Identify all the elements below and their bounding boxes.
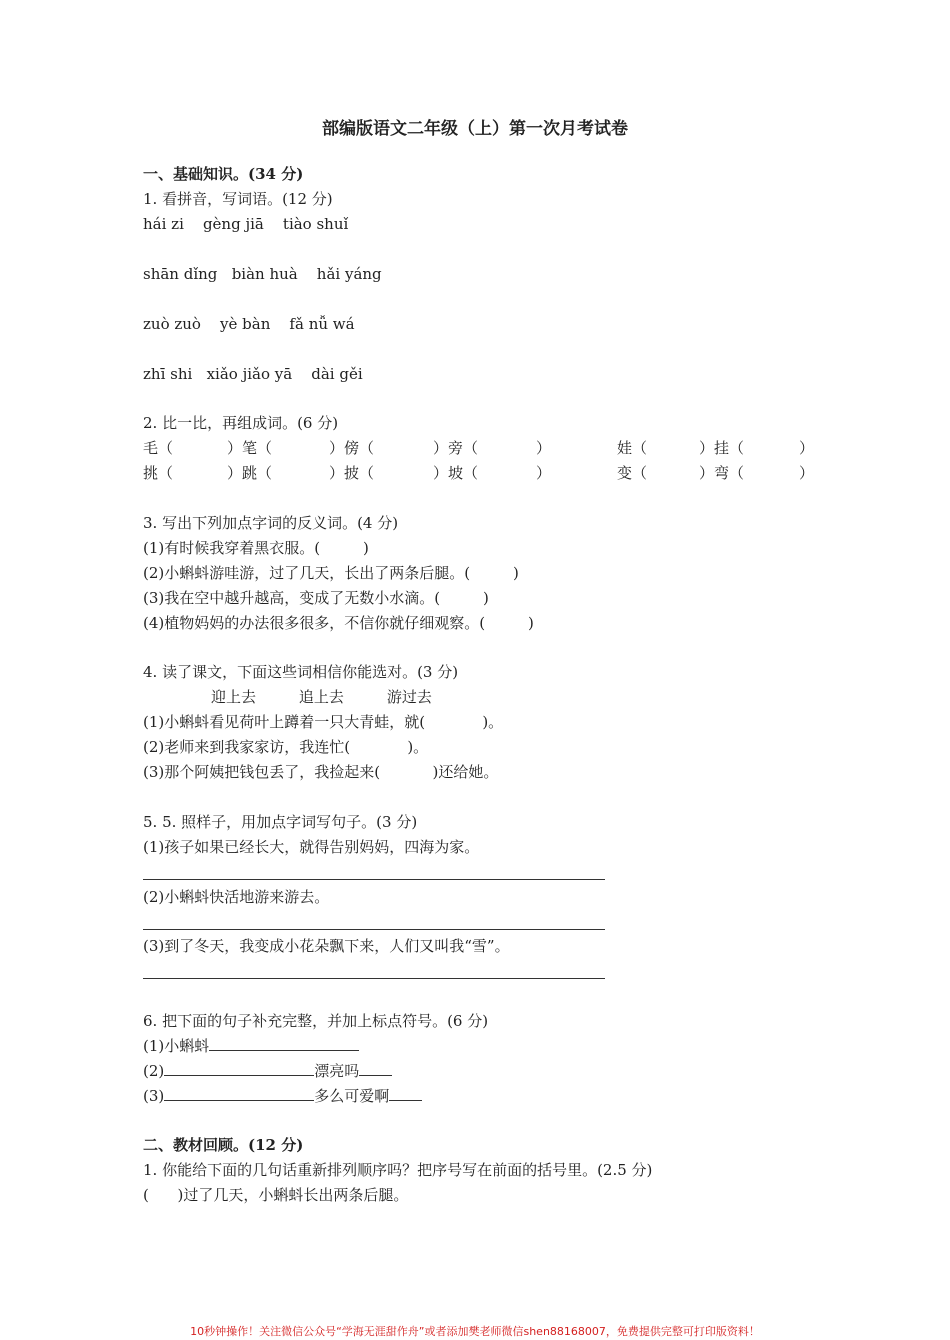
compare-cell: ）笔（ <box>227 439 273 457</box>
compare-cell: 挑（ <box>143 464 174 482</box>
punctuation-blank <box>389 1086 422 1101</box>
q6-item-tail: 漂亮吗 <box>314 1062 360 1080</box>
q5-item: (1)孩子如果已经长大，就得告别妈妈，四海为家。 <box>143 838 480 856</box>
section2-q1-item: ( )过了几天，小蝌蚪长出两条后腿。 <box>143 1186 409 1204</box>
section2-q1-prompt: 1. 你能给下面的几句话重新排列顺序吗？把序号写在前面的括号里。(2.5 分) <box>143 1161 653 1179</box>
q5-item: (3)到了冬天，我变成小花朵飘下来，人们又叫我“雪”。 <box>143 937 510 955</box>
q3-item: (1)有时候我穿着黑衣服。( ) <box>143 539 369 557</box>
fill-blank <box>164 1086 314 1101</box>
pinyin-row: zuò zuò yè bàn fǎ nǚ wá <box>143 315 355 333</box>
pinyin-row: hái zi gèng jiā tiào shuǐ <box>143 215 349 233</box>
compare-cell: 娃（ <box>617 439 648 457</box>
q5-item: (2)小蝌蚪快活地游来游去。 <box>143 888 330 906</box>
q2-prompt: 2. 比一比，再组成词。(6 分) <box>143 414 339 432</box>
fill-blank <box>164 1061 314 1076</box>
compare-cell: 变（ <box>617 464 648 482</box>
compare-cell: ）坡（ <box>433 464 479 482</box>
exam-title: 部编版语文二年级（上）第一次月考试卷 <box>322 119 628 139</box>
q3-item: (3)我在空中越升越高，变成了无数小水滴。( ) <box>143 589 489 607</box>
compare-cell: 毛（ <box>143 439 174 457</box>
q4-item: (1)小蝌蚪看见荷叶上蹲着一只大青蛙，就( )。 <box>143 713 504 731</box>
compare-cell: ）挂（ <box>699 439 745 457</box>
q6-item-label: (2) <box>143 1062 165 1080</box>
answer-line <box>143 879 605 880</box>
compare-cell: ） <box>799 464 815 482</box>
q4-options: 迎上去 追上去 游过去 <box>211 688 432 706</box>
compare-cell: ） <box>536 464 552 482</box>
compare-cell: ）傍（ <box>329 439 375 457</box>
q3-item: (2)小蝌蚪游哇游，过了几天，长出了两条后腿。( ) <box>143 564 519 582</box>
q6-item-2 <box>143 1060 392 1082</box>
q6-item-1 <box>143 1035 359 1057</box>
compare-cell: ） <box>799 439 815 457</box>
q4-item: (3)那个阿姨把钱包丢了，我捡起来( )还给她。 <box>143 763 499 781</box>
q6-item-label: (1)小蝌蚪 <box>143 1037 210 1055</box>
pinyin-row: zhī shi xiǎo jiǎo yā dài gěi <box>143 365 363 383</box>
q6-item-3 <box>143 1085 422 1107</box>
fill-blank <box>209 1036 359 1051</box>
answer-line <box>143 929 605 930</box>
pinyin-row: shān dǐng biàn huà hǎi yáng <box>143 265 382 283</box>
compare-cell: ）弯（ <box>699 464 745 482</box>
promo-footer: 10秒钟操作！关注微信公众号“学海无涯甜作舟”或者添加樊老师微信shen88168007，免费提供完整可打印版资料！ <box>190 1325 760 1338</box>
q6-prompt: 6. 把下面的句子补充完整，并加上标点符号。(6 分) <box>143 1012 489 1030</box>
q6-item-label: (3) <box>143 1087 165 1105</box>
q4-item: (2)老师来到我家家访，我连忙( )。 <box>143 738 429 756</box>
section1-heading: 一、基础知识。(34 分) <box>143 165 304 183</box>
compare-cell: ） <box>536 439 552 457</box>
q4-prompt: 4. 读了课文，下面这些词相信你能选对。(3 分) <box>143 663 459 681</box>
q1-prompt: 1. 看拼音，写词语。(12 分) <box>143 190 333 208</box>
section2-heading: 二、教材回顾。(12 分) <box>143 1136 304 1154</box>
compare-cell: ）旁（ <box>433 439 479 457</box>
punctuation-blank <box>359 1061 392 1076</box>
q3-prompt: 3. 写出下列加点字词的反义词。(4 分) <box>143 514 399 532</box>
answer-line <box>143 978 605 979</box>
q6-item-tail: 多么可爱啊 <box>314 1087 390 1105</box>
q5-prompt: 5. 5. 照样子，用加点字词写句子。(3 分) <box>143 813 418 831</box>
compare-cell: ）跳（ <box>227 464 273 482</box>
q3-item: (4)植物妈妈的办法很多很多，不信你就仔细观察。( ) <box>143 614 534 632</box>
compare-cell: ）披（ <box>329 464 375 482</box>
